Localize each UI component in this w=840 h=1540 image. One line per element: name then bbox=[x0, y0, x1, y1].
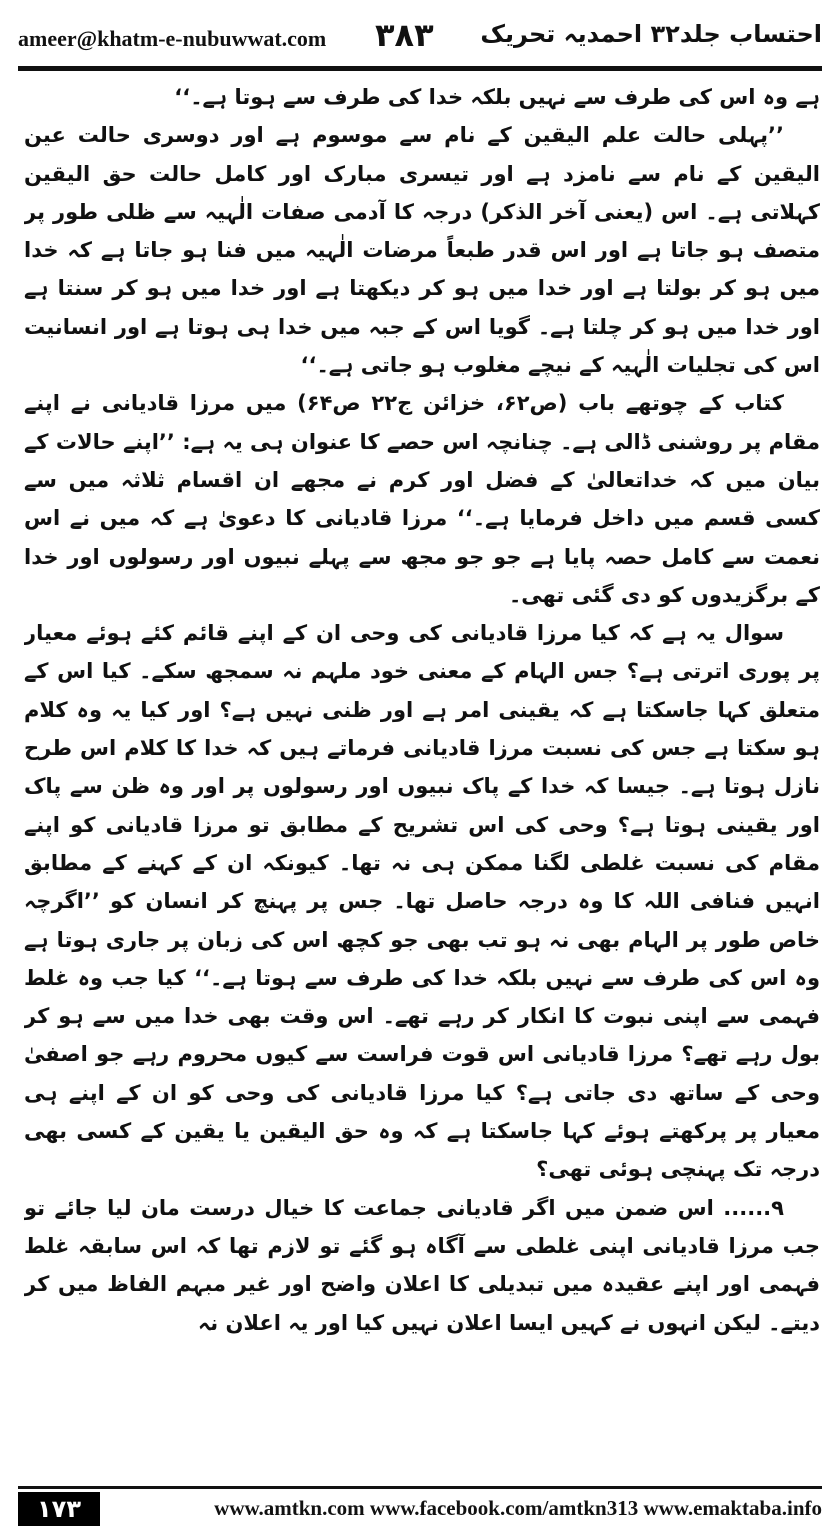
header-rule bbox=[18, 66, 822, 71]
paragraph: ہے وہ اس کی طرف سے نہیں بلکہ خدا کی طرف سے ہوتا ہے۔‘‘ bbox=[174, 85, 820, 109]
page-header bbox=[18, 14, 822, 64]
page-body bbox=[24, 78, 820, 1483]
paragraph: کتاب کے چوتھے باب (ص۶۲، خزائن ج۲۲ ص۶۴) میں مرزا قادیانی نے اپنے مقام پر روشنی ڈالی ہے۔ چنانچہ اس حصے کا عنوان ہی یہ ہے: ’’اپنے حالات کے بیان میں کہ خداتعالیٰ کے فضل اور کرم نے مجھے ان اقسام ثلاثہ میں سے کسی قسم میں داخل فرمایا ہے۔‘‘ مرزا قادیانی کا دعویٰ ہے کہ میں نے اس نعمت سے کامل حصہ پایا ہے جو جو مجھ سے پہلے نبیوں اور رسولوں اور خدا کے برگزیدوں کو دی گئی تھی۔ bbox=[24, 391, 820, 607]
header-book-title: احتساب جلد۳۲ احمدیہ تحریک bbox=[480, 20, 822, 48]
paragraph: ۹...... اس ضمن میں اگر قادیانی جماعت کا خیال درست مان لیا جائے تو جب مرزا قادیانی اپنی غلطی سے آگاہ ہو گئے تو لازم تھا کہ اس سابقہ غلط فہمی اور اپنے عقیدہ میں تبدیلی کا اعلان واضح اور غیر مبہم الفاظ میں کر دیتے۔ لیکن انہوں نے کہیں ایسا اعلان نہیں کیا اور یہ اعلان نہ bbox=[24, 1195, 820, 1335]
footer-rule bbox=[18, 1486, 822, 1489]
paragraph: سوال یہ ہے کہ کیا مرزا قادیانی کی وحی ان کے اپنے قائم کئے ہوئے معیار پر پوری اترتی ہے؟ جس الہام کے معنی خود ملہم نہ سمجھ سکے۔ کیا اس کے متعلق کہا جاسکتا ہے کہ یقینی امر ہے اور ظنی نہیں ہے؟ اور کیا یہ وہ کلام ہو سکتا ہے جس کی نسبت مرزا قادیانی فرماتے ہیں کہ خدا کا کلام اس طرح نازل ہوتا ہے۔ جیسا کہ خدا کے پاک نبیوں اور رسولوں پر اور وہ ظن سے پاک اور یقینی ہوتا ہے؟ وحی کی اس تشریح کے مطابق تو مرزا قادیانی کو اپنے مقام کی نسبت غلطی لگنا ممکن ہی نہ تھا۔ کیونکہ ان کے کہنے کے مطابق انہیں فنافی اللہ کا وہ درجہ حاصل تھا۔ جس پر پہنچ کر انسان کو ’’اگرچہ خاص طور پر الہام بھی نہ ہو تب بھی جو کچھ اس کی زبان پر جاری ہوتا ہے وہ اس کی طرف سے نہیں بلکہ خدا کی طرف سے ہوتا ہے۔‘‘ کیا جب وہ غلط فہمی سے اپنی نبوت کا انکار کر رہے تھے۔ اس وقت بھی خدا میں سے ہو کر بول رہے تھے؟ مرزا قادیانی اس قوت فراست سے کیوں محروم رہے جو اصفیٰ وحی کے ساتھ دی جاتی ہے؟ کیا مرزا قادیانی کی وحی کو ان کے اپنے ہی معیار پر پرکھتے ہوئے کہا جاسکتا ہے کہ وہ حق الیقین یا یقین کے کسی بھی درجہ تک پہنچی ہوئی تھی؟ bbox=[24, 621, 820, 1182]
footer-urls[interactable]: www.amtkn.com www.facebook.com/amtkn313 www.emaktaba.info bbox=[214, 1496, 822, 1520]
page-footer bbox=[18, 1486, 822, 1532]
footer-page-number: ۱۷۳ bbox=[18, 1492, 100, 1526]
header-email: ameer@khatm-e-nubuwwat.com bbox=[18, 26, 327, 51]
paragraph: ’’پہلی حالت علم الیقین کے نام سے موسوم ہے اور دوسری حالت عین الیقین کے نام سے نامزد ہے اور تیسری مبارک اور کامل حالت حق الیقین کہلاتی ہے۔ اس (یعنی آخر الذکر) درجہ کا آدمی صفات الٰہیہ سے ظلی طور پر متصف ہو جاتا ہے اور اس قدر طبعاً مرضات الٰہیہ میں فنا ہو جاتا ہے کہ خدا میں ہو کر بولتا ہے اور خدا میں ہو کر دیکھتا ہے اور خدا میں ہو کر سنتا ہے اور خدا میں ہو کر چلتا ہے۔ گویا اس کے جبہ میں خدا ہی ہوتا ہے اور انسانیت اس کی تجلیات الٰہیہ کے نیچے مغلوب ہو جاتی ہے۔‘‘ bbox=[24, 123, 820, 378]
header-page-number: ۳۸۳ bbox=[375, 16, 434, 54]
